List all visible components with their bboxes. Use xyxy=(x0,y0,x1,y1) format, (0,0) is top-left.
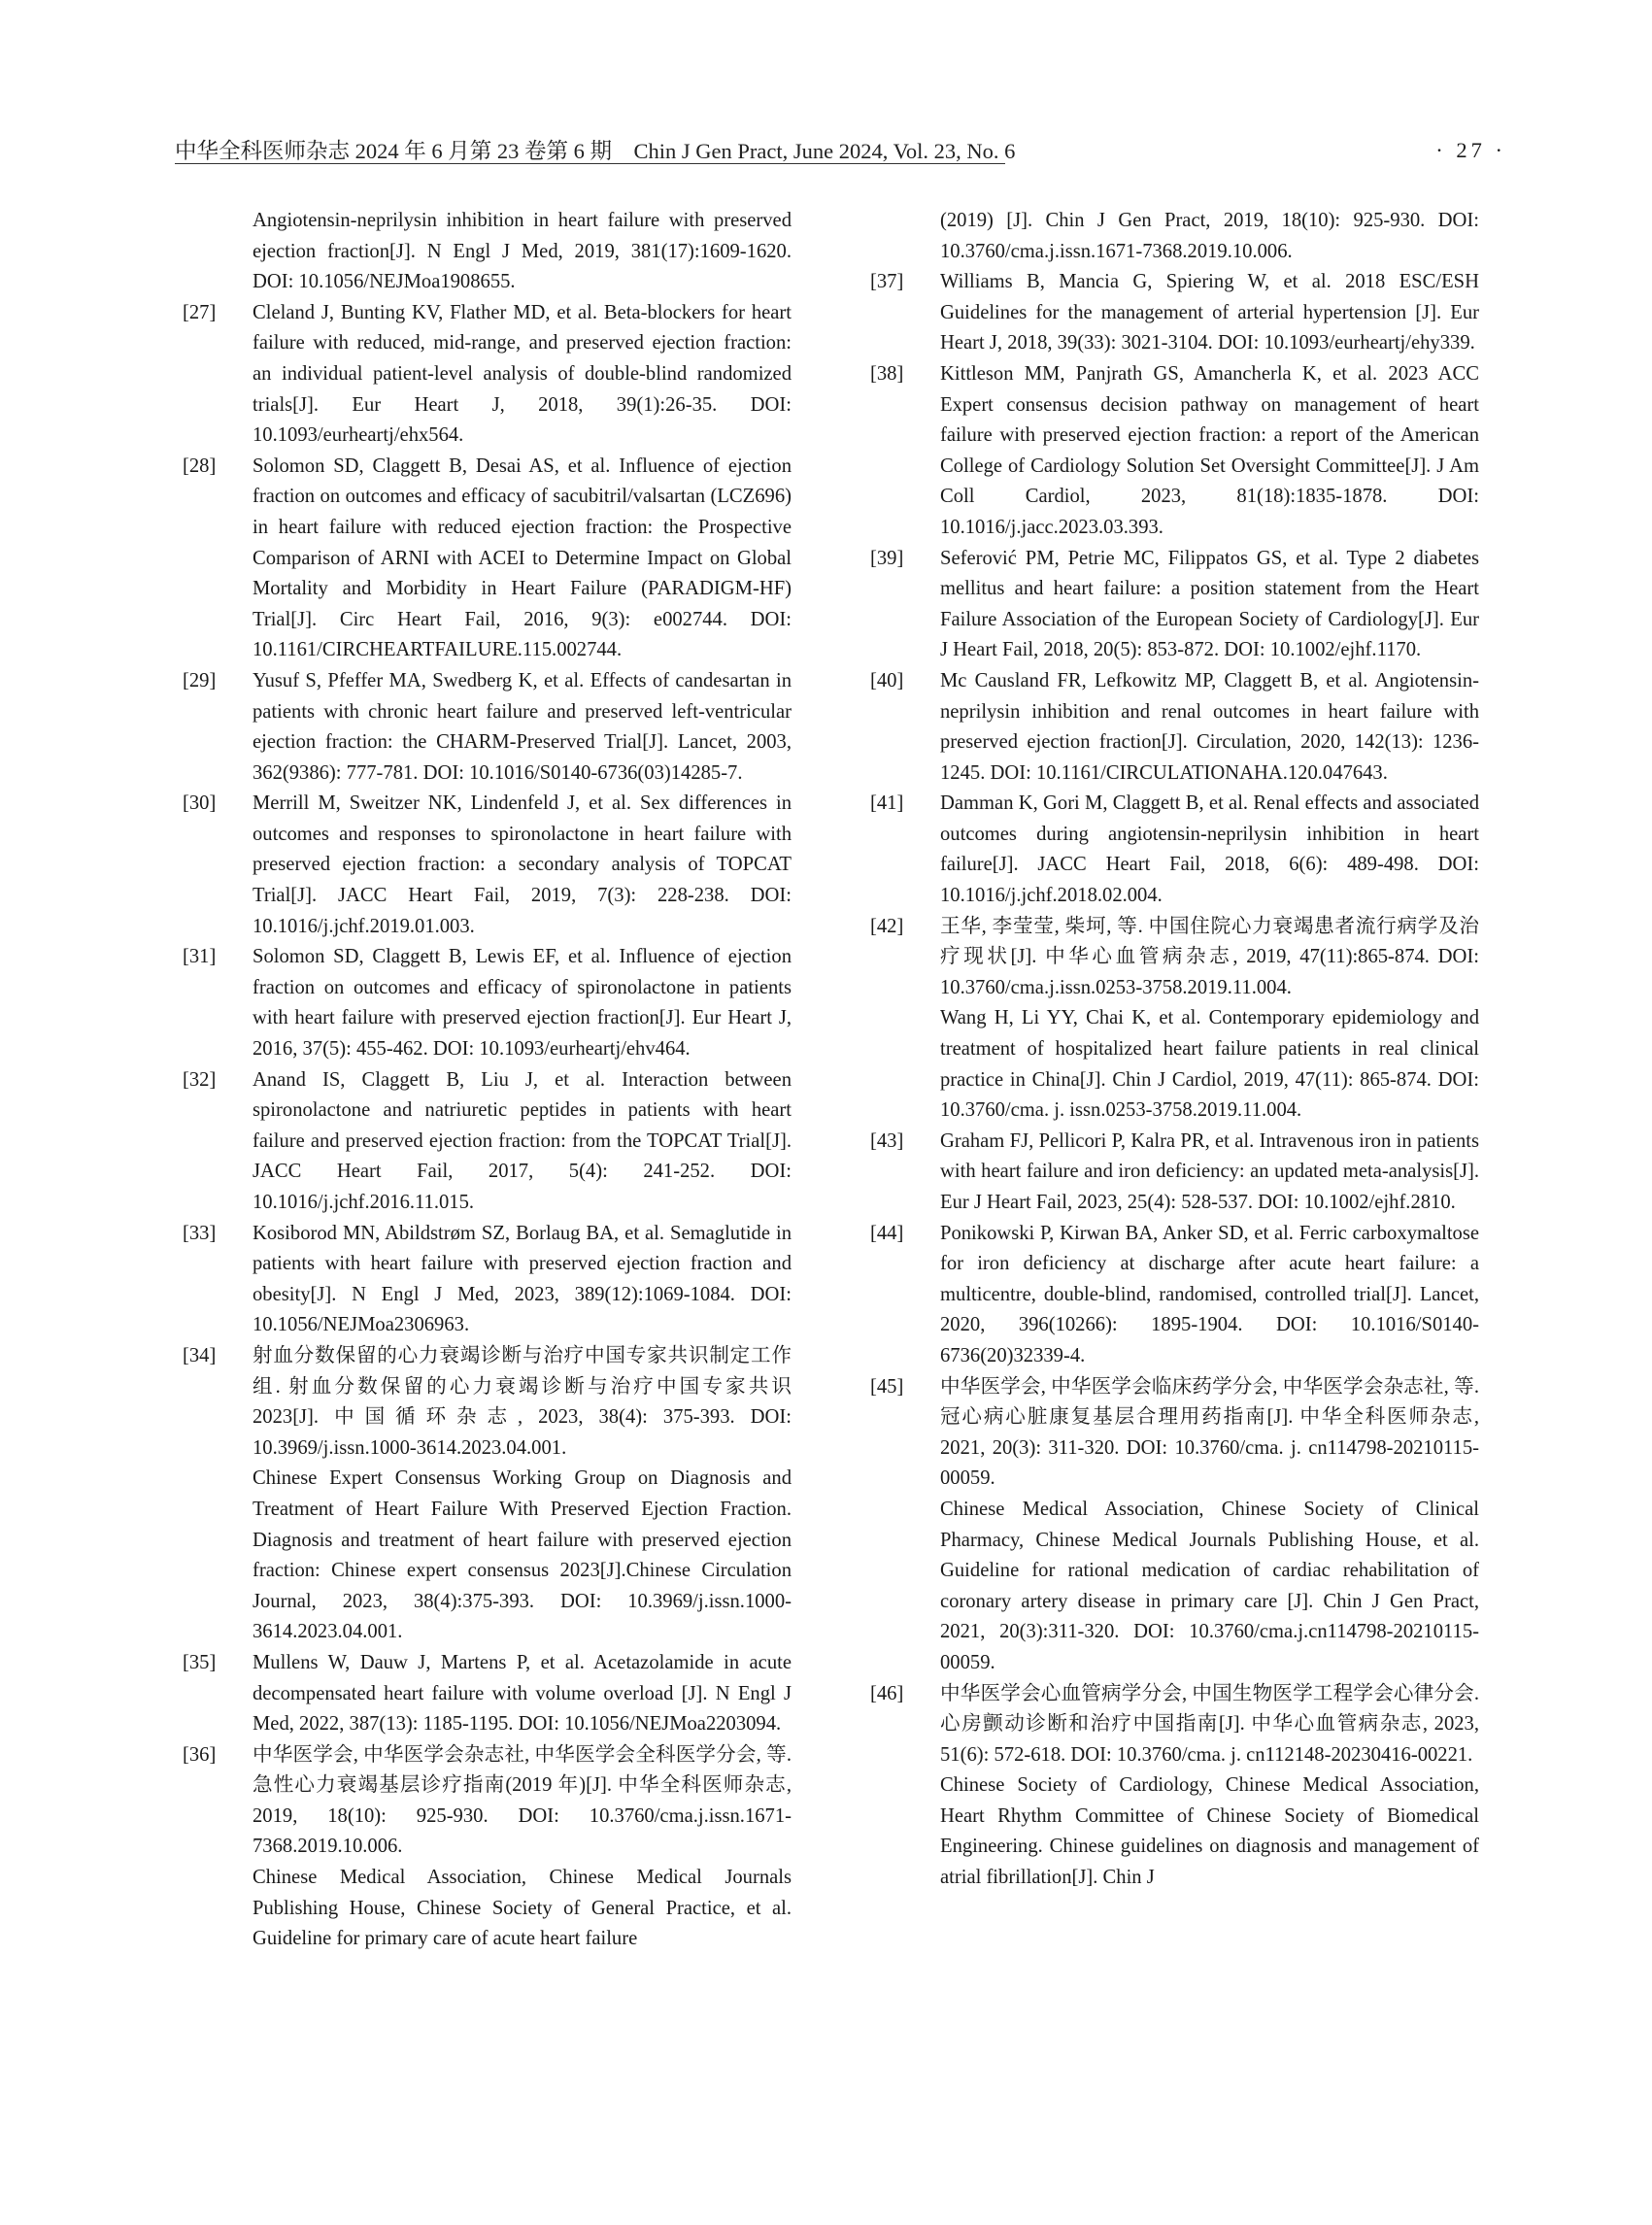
reference-text xyxy=(940,912,1479,1127)
reference-text xyxy=(940,1372,1479,1679)
journal-line: 中华全科医师杂志 2024 年 6 月第 23 卷第 6 期 Chin J Gen Pract, June 2024, Vol. 23, No. 6 xyxy=(175,139,1016,163)
header-rule xyxy=(175,163,1005,164)
reference-entry xyxy=(870,1679,1479,1894)
reference-entry xyxy=(183,789,792,942)
reference-entry xyxy=(870,359,1479,544)
reference-paragraph: Damman K, Gori M, Claggett B, et al. Renal effects and associated outcomes during angiotensin-neprilysin inhibition in heart failure[J]. JACC Heart Fail, 2018, 6(6): 489-498. DOI: 10.1016/j.jchf.2018.02.004. xyxy=(940,792,1479,907)
reference-text xyxy=(940,666,1479,789)
ref-continuation: (2019) [J]. Chin J Gen Pract, 2019, 18(10): 925-930. DOI: 10.3760/cma.j.issn.1671-7368.2019.10.006. xyxy=(940,210,1479,262)
reference-entry xyxy=(183,452,792,666)
reference-text xyxy=(940,1679,1479,1894)
reference-number: [37] xyxy=(870,271,904,293)
reference-number: [32] xyxy=(183,1068,217,1091)
running-header xyxy=(175,138,1500,165)
reference-paragraph: Wang H, Li YY, Chai K, et al. Contemporary epidemiology and treatment of hospitalized heart failure patients in real clinical practice in China[J]. Chin J Cardiol, 2019, 47(11): 865-874. DOI: 10.3760/cma. j. issn.0253-3758.2019.11.004. xyxy=(940,1007,1479,1122)
reference-text xyxy=(253,1219,792,1341)
reference-number: [29] xyxy=(183,669,217,691)
reference-entry xyxy=(183,1740,792,1955)
reference-text xyxy=(253,1740,792,1955)
reference-number: [31] xyxy=(183,946,217,968)
reference-entry xyxy=(870,1127,1479,1219)
right-reference-list xyxy=(870,267,1479,1893)
reference-number: [45] xyxy=(870,1375,904,1398)
reference-number: [35] xyxy=(183,1651,217,1673)
reference-text xyxy=(253,666,792,789)
reference-text xyxy=(253,789,792,942)
reference-text xyxy=(940,267,1479,359)
reference-paragraph: 中华医学会, 中华医学会杂志社, 中华医学会全科医学分会, 等. 急性心力衰竭基层诊疗指南(2019 年)[J]. 中华全科医师杂志, 2019, 18(10): 925-930. DOI: 10.3760/cma.j.issn.1671-7368.2019.10.006. xyxy=(253,1743,792,1858)
reference-number: [43] xyxy=(870,1129,904,1152)
reference-number: [33] xyxy=(183,1222,217,1244)
reference-entry xyxy=(183,666,792,789)
reference-number: [44] xyxy=(870,1222,904,1244)
reference-paragraph: Chinese Medical Association, Chinese Medical Journals Publishing House, Chinese Society of General Practice, et al. Guideline for primary care of acute heart failure xyxy=(253,1867,792,1950)
reference-number: [42] xyxy=(870,915,904,937)
reference-text xyxy=(940,1127,1479,1219)
reference-text xyxy=(253,1065,792,1219)
reference-text xyxy=(253,452,792,666)
left-column xyxy=(183,206,792,1955)
reference-paragraph: Chinese Medical Association, Chinese Society of Clinical Pharmacy, Chinese Medical Journals Publishing House, et al. Guideline for rational medication of cardiac rehabilitation of coronary artery disease in primary care [J]. Chin J Gen Pract, 2021, 20(3):311-320. DOI: 10.3760/cma.j.cn114798-20210115-00059. xyxy=(940,1498,1479,1673)
reference-number: [46] xyxy=(870,1682,904,1704)
reference-paragraph: Kittleson MM, Panjrath GS, Amancherla K, et al. 2023 ACC Expert consensus decision pathway on management of heart failure with preserved ejection fraction: a report of the American College of Cardiology Solution Set Oversight Committee[J]. J Am Coll Cardiol, 2023, 81(18):1835-1878. DOI: 10.1016/j.jacc.2023.03.393. xyxy=(940,362,1479,538)
reference-paragraph: Anand IS, Claggett B, Liu J, et al. Interaction between spironolactone and natriuretic peptides in patients with heart failure and preserved ejection fraction: from the TOPCAT Trial[J]. JACC Heart Fail, 2017, 5(4): 241-252. DOI: 10.1016/j.jchf.2016.11.015. xyxy=(253,1068,792,1213)
reference-number: [28] xyxy=(183,455,217,477)
reference-paragraph: Solomon SD, Claggett B, Desai AS, et al. Influence of ejection fraction on outcomes and efficacy of sacubitril/valsartan (LCZ696) in heart failure with reduced ejection fraction: the Prospective Comparison of ARNI with ACEI to Determine Impact on Global Mortality and Morbidity in Heart Failure (PARADIGM-HF) Trial[J]. Circ Heart Fail, 2016, 9(3): e002744. DOI: 10.1161/CIRCHEARTFAILURE.115.002744. xyxy=(253,455,792,661)
reference-number: [30] xyxy=(183,792,217,815)
left-reference-list xyxy=(183,298,792,1955)
reference-text xyxy=(253,298,792,452)
reference-entry xyxy=(183,1648,792,1740)
reference-text xyxy=(940,1219,1479,1372)
reference-paragraph: Graham FJ, Pellicori P, Kalra PR, et al. Intravenous iron in patients with heart failure and iron deficiency: an updated meta-analysis[J]. Eur J Heart Fail, 2023, 25(4): 528-537. DOI: 10.1002/ejhf.2810. xyxy=(940,1129,1479,1213)
reference-number: [27] xyxy=(183,301,217,323)
reference-paragraph: Williams B, Mancia G, Spiering W, et al. 2018 ESC/ESH Guidelines for the management of arterial hypertension [J]. Eur Heart J, 2018, 39(33): 3021-3104. DOI: 10.1093/eurheartj/ehy339. xyxy=(940,271,1479,354)
reference-entry xyxy=(183,1341,792,1648)
reference-number: [34] xyxy=(183,1344,217,1366)
reference-paragraph: Cleland J, Bunting KV, Flather MD, et al. Beta-blockers for heart failure with reduced, mid-range, and preserved ejection fraction: an individual patient-level analysis of double-blind randomized trials[J]. Eur Heart J, 2018, 39(1):26-35. DOI: 10.1093/eurheartj/ehx564. xyxy=(253,301,792,447)
reference-paragraph: Solomon SD, Claggett B, Lewis EF, et al. Influence of ejection fraction on outcomes and efficacy of spironolactone in patients with heart failure with preserved ejection fraction[J]. Eur Heart J, 2016, 37(5): 455-462. DOI: 10.1093/eurheartj/ehv464. xyxy=(253,946,792,1061)
reference-paragraph: Kosiborod MN, Abildstrøm SZ, Borlaug BA, et al. Semaglutide in patients with heart failure with preserved ejection fraction and obesity[J]. N Engl J Med, 2023, 389(12):1069-1084. DOI: 10.1056/NEJMoa2306963. xyxy=(253,1222,792,1336)
ref-continuation: Angiotensin-neprilysin inhibition in heart failure with preserved ejection fraction[J]. N Engl J Med, 2019, 381(17):1609-1620. DOI: 10.1056/NEJMoa1908655. xyxy=(253,210,792,293)
reference-text xyxy=(253,942,792,1064)
reference-entry xyxy=(870,789,1479,911)
reference-number: [39] xyxy=(870,547,904,569)
reference-entry xyxy=(183,1219,792,1341)
reference-paragraph: Chinese Society of Cardiology, Chinese Medical Association, Heart Rhythm Committee of Chinese Society of Biomedical Engineering. Chinese guidelines on diagnosis and management of atrial fibrillation[J]. Chin J xyxy=(940,1774,1479,1889)
reference-entry xyxy=(183,298,792,452)
reference-entry xyxy=(870,544,1479,666)
reference-text xyxy=(940,359,1479,544)
page-number: · 27 · xyxy=(1435,138,1506,162)
reference-text xyxy=(253,1648,792,1740)
reference-paragraph: Seferović PM, Petrie MC, Filippatos GS, et al. Type 2 diabetes mellitus and heart failure: a position statement from the Heart Failure Association of the European Society of Cardiology[J]. Eur J Heart Fail, 2018, 20(5): 853-872. DOI: 10.1002/ejhf.1170. xyxy=(940,547,1479,661)
reference-paragraph: 中华医学会心血管病学分会, 中国生物医学工程学会心律分会. 心房颤动诊断和治疗中国指南[J]. 中华心血管病杂志, 2023, 51(6): 572-618. DOI: 10.3760/cma. j. cn112148-20230416-00221. xyxy=(940,1682,1479,1766)
reference-number: [41] xyxy=(870,792,904,815)
reference-text xyxy=(940,544,1479,666)
reference-number: [38] xyxy=(870,362,904,385)
reference-entry xyxy=(183,942,792,1064)
reference-paragraph: 射血分数保留的心力衰竭诊断与治疗中国专家共识制定工作组. 射血分数保留的心力衰竭诊断与治疗中国专家共识 2023[J]. 中国循环杂志, 2023, 38(4): 375-393. DOI: 10.3969/j.issn.1000-3614.2023.04.001. xyxy=(253,1344,792,1459)
reference-paragraph: Mullens W, Dauw J, Martens P, et al. Acetazolamide in acute decompensated heart failure with volume overload [J]. N Engl J Med, 2022, 387(13): 1185-1195. DOI: 10.1056/NEJMoa2203094. xyxy=(253,1651,792,1736)
reference-paragraph: Yusuf S, Pfeffer MA, Swedberg K, et al. Effects of candesartan in patients with chronic heart failure and preserved left-ventricular ejection fraction: the CHARM-Preserved Trial[J]. Lancet, 2003, 362(9386): 777-781. DOI: 10.1016/S0140-6736(03)14285-7. xyxy=(253,669,792,784)
reference-entry xyxy=(183,1065,792,1219)
reference-number: [40] xyxy=(870,669,904,691)
reference-number: [36] xyxy=(183,1743,217,1766)
reference-entry xyxy=(870,666,1479,789)
reference-entry xyxy=(870,1372,1479,1679)
reference-text xyxy=(940,789,1479,911)
reference-paragraph: Chinese Expert Consensus Working Group on Diagnosis and Treatment of Heart Failure With Preserved Ejection Fraction. Diagnosis and treatment of heart failure with preserved ejection fraction: Chinese expert consensus 2023[J].Chinese Circulation Journal, 2023, 38(4):375-393. DOI: 10.3969/j.issn.1000-3614.2023.04.001. xyxy=(253,1467,792,1643)
reference-entry xyxy=(870,267,1479,359)
reference-paragraph: 王华, 李莹莹, 柴坷, 等. 中国住院心力衰竭患者流行病学及治疗现状[J]. 中华心血管病杂志, 2019, 47(11):865-874. DOI: 10.3760/cma.j.issn.0253-3758.2019.11.004. xyxy=(940,915,1479,998)
reference-paragraph: Mc Causland FR, Lefkowitz MP, Claggett B, et al. Angiotensin-neprilysin inhibition and renal outcomes in heart failure with preserved ejection fraction[J]. Circulation, 2020, 142(13): 1236-1245. DOI: 10.1161/CIRCULATIONAHA.120.047643. xyxy=(940,669,1479,784)
reference-paragraph: Merrill M, Sweitzer NK, Lindenfeld J, et al. Sex differences in outcomes and responses to spironolactone in heart failure with preserved ejection fraction: a secondary analysis of TOPCAT Trial[J]. JACC Heart Fail, 2019, 7(3): 228-238. DOI: 10.1016/j.jchf.2019.01.003. xyxy=(253,792,792,937)
reference-paragraph: 中华医学会, 中华医学会临床药学分会, 中华医学会杂志社, 等. 冠心病心脏康复基层合理用药指南[J]. 中华全科医师杂志, 2021, 20(3): 311-320. DOI: 10.3760/cma. j. cn114798-20210115-00059. xyxy=(940,1375,1479,1490)
reference-entry xyxy=(870,1219,1479,1372)
right-column xyxy=(870,206,1479,1894)
reference-entry xyxy=(870,912,1479,1127)
reference-text xyxy=(253,1341,792,1648)
reference-paragraph: Ponikowski P, Kirwan BA, Anker SD, et al. Ferric carboxymaltose for iron deficiency at discharge after acute heart failure: a multicentre, double-blind, randomised, controlled trial[J]. Lancet, 2020, 396(10266): 1895-1904. DOI: 10.1016/S0140-6736(20)32339-4. xyxy=(940,1222,1479,1366)
